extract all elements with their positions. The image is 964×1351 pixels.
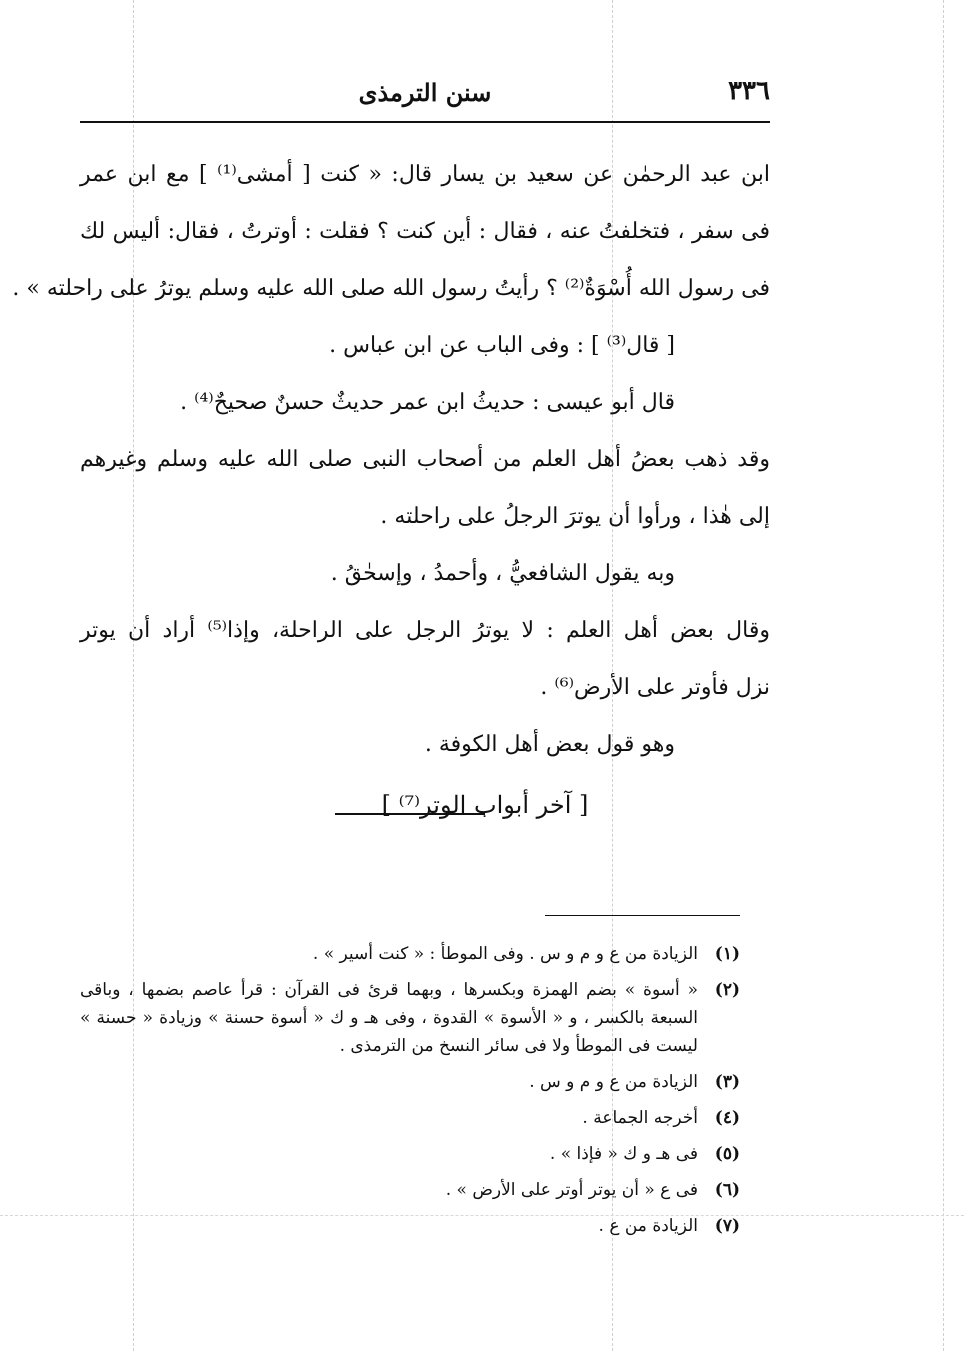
footnote [80, 940, 740, 968]
text-line: إلى هٰذا ، ورأوا أن يوترَ الرجلُ على راحلته . [380, 504, 770, 529]
footnote [80, 976, 740, 1060]
footnote-separator [545, 915, 740, 916]
footnote-number: (١) [714, 944, 740, 964]
footnote-number: (٦) [714, 1180, 740, 1200]
footnote-text: الزيادة من ع و م و س . [529, 1072, 698, 1092]
page-header [80, 72, 770, 120]
text-line: وهو قول بعض أهل الكوفة . [424, 732, 675, 757]
footnote-number: (٧) [714, 1216, 740, 1236]
footnote-number: (٤) [714, 1108, 740, 1128]
chapter-end-heading: [ آخر أبواب الوتر⁽⁷⁾ ] [381, 791, 589, 819]
header-rule [80, 121, 770, 123]
text-line: [ قال⁽³⁾ ] : وفى الباب عن ابن عباس . [329, 333, 675, 358]
footnote-number: (٣) [714, 1072, 740, 1092]
chapter-end-rule [335, 813, 485, 815]
footnote-number: (٥) [714, 1144, 740, 1164]
text-line: نزل فأوتر على الأرض⁽⁶⁾ . [540, 675, 770, 700]
footnote [80, 1212, 740, 1240]
footnote-text: الزيادة من ع و م و س . وفى الموطأ : « كنت أسير » . [312, 944, 698, 964]
main-text [12, 146, 771, 834]
footnote-text: الزيادة من ع . [598, 1216, 698, 1236]
text-line: وقد ذهب بعضُ أهل العلم من أصحاب النبى صلى الله عليه وسلم وغيرهم [80, 447, 770, 472]
text-line: ابن عبد الرحمٰن عن سعيد بن يسار قال: « كنت [ أمشى⁽¹⁾ ] مع ابن عمر [80, 162, 771, 187]
text-line: فى سفر ، فتخلفتُ عنه ، فقال : أين كنت ؟ فقلت : أوترتُ ، فقال: أليس لك [80, 219, 770, 244]
footnote [80, 1140, 740, 1168]
footnote-text: أخرجه الجماعة . [582, 1108, 698, 1128]
footnotes [80, 940, 740, 1248]
text-line: فى رسول الله أُسْوَةٌ⁽²⁾ ؟ رأيتُ رسول الله صلى الله عليه وسلم يوترُ على راحلته » . [12, 276, 770, 301]
footnote [80, 1176, 740, 1204]
text-line: وقال بعض أهل العلم : لا يوترُ الرجل على الراحلة، وإذا⁽⁵⁾ أراد أن يوتر [80, 618, 770, 643]
scan-guide-line [943, 0, 944, 1351]
book-title: سنن الترمذى [358, 78, 492, 107]
footnote [80, 1068, 740, 1096]
footnote-text: « أسوة » بضم الهمزة وبكسرها ، وبهما قرئ فى القرآن : قرأ عاصم بضمها ، وباقى السبعة بالكسر ، و « الأسوة » القدوة ، وفى هـ و ك « أسوة حسنة » وزيادة « حسنة » ليست فى الموطأ ولا فى سائر النسخ من الترمذى . [80, 980, 698, 1056]
text-line: وبه يقول الشافعيُّ ، وأحمدُ ، وإسحٰقُ . [330, 561, 675, 586]
footnote-text: فى هـ و ك « فإذا » . [549, 1144, 698, 1164]
footnote-number: (٢) [714, 980, 740, 1000]
text-line: قال أبو عيسى : حديثُ ابن عمر حديثٌ حسنٌ صحيحٌ⁽⁴⁾ . [180, 390, 675, 415]
footnote-text: فى ع « أن يوتر أوتر على الأرض » . [445, 1180, 698, 1200]
footnote [80, 1104, 740, 1132]
page-number: ٣٣٦ [728, 76, 770, 106]
